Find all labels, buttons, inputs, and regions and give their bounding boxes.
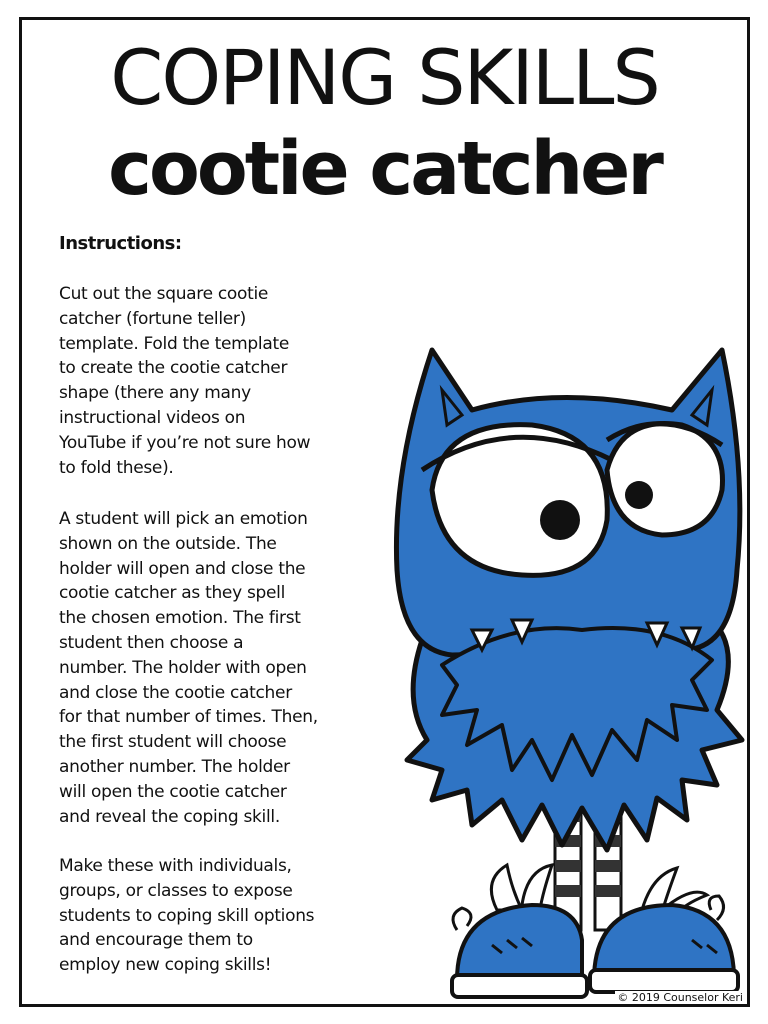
instructions-heading: Instructions: [59, 233, 182, 254]
copyright-notice: © 2019 Counselor Keri [617, 991, 743, 1004]
instructions-paragraph-2: A student will pick an emotion shown on the outside. The holder will open and close the cootie catcher as they spell the chosen emotion. The first student then choose a number. The holder with open and close the cootie catcher for that number of times. Then, the first student will choose another number. The holder will open the cootie catcher and reveal the coping skill. [59, 509, 318, 827]
instructions-paragraph-1: Cut out the square cootie catcher (fortune teller) template. Fold the template to create the cootie catcher shape (there any many instructional videos on YouTube if you’re not sure how to fold these). [59, 284, 311, 478]
monster-illustration [362, 320, 752, 1010]
page-title: COPING SKILLS [110, 33, 659, 122]
instructions-paragraph-3: Make these with individuals, groups, or classes to expose students to coping skill options and encourage them to employ new coping skills! [59, 856, 315, 976]
page-subtitle: cootie catcher [108, 126, 661, 212]
page-frame [19, 17, 750, 1007]
